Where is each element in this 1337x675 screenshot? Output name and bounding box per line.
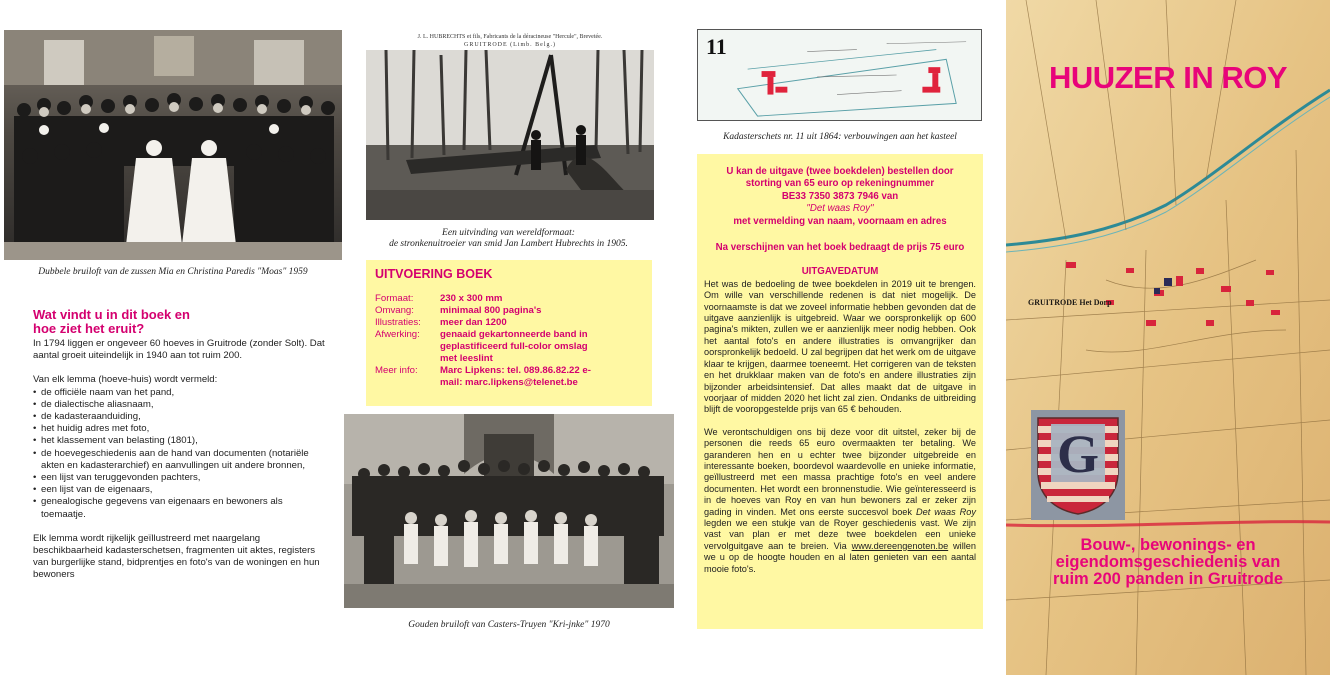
apology-text-part: legden we een stukje van de Royer geschiedenis vast. We zijn vast van plan er met deze twee boekdelen een unieke vervolguitgave aan te breien. Via — [704, 517, 976, 551]
stump-puller-header — [366, 33, 654, 49]
stump-puller-caption — [356, 228, 661, 250]
gruitrode-coat-of-arms-icon — [1031, 410, 1125, 520]
spec-value: 230 x 300 mm — [440, 293, 503, 304]
golden-wedding-photo-1970 — [344, 414, 674, 608]
cadastre-sketch-number: 11 — [706, 34, 727, 59]
golden-wedding-caption: Gouden bruiloft van Casters-Truyen "Kri-jnke" 1970 — [408, 620, 610, 630]
col1-heading-line1: Wat vindt u in dit boek en — [33, 307, 190, 322]
stump-puller-caption-line2: de stronkenuitroeier van smid Jan Lambert Hubrechts in 1905. — [389, 239, 628, 249]
spec-label: Illustraties: — [375, 317, 421, 328]
col1-body — [33, 338, 325, 582]
svg-text:G: G — [1056, 424, 1100, 484]
order-info-box — [697, 154, 983, 629]
wedding-photo-1959 — [4, 30, 342, 260]
col1-closing: Elk lemma wordt rijkelijk geïllustreerd met naargelang beschikbaarheid kadasterschetsen, fragmenten uit aktes, registers van burgerlijke stand, bidprentjes en foto's van de woningen en hun bewoners — [33, 532, 320, 581]
cover-subtitle-line2: eigendomsgeschiedenis van — [1055, 553, 1281, 571]
spec-row-format — [375, 293, 643, 305]
list-item: • de officiële naam van het pand, — [33, 387, 325, 399]
list-item: • de dialectische aliasnaam, — [33, 399, 325, 411]
order-line: storting van 65 euro op rekeningnummer — [745, 178, 935, 190]
list-item: • de kadasteraanduiding, — [33, 411, 325, 423]
cadastre-sketch-11 — [697, 29, 982, 121]
col1-heading-line2: hoe ziet het eruit? — [33, 321, 145, 336]
list-item: • een lijst van de eigenaars, — [33, 484, 325, 496]
list-item: • het klassement van belasting (1801), — [33, 435, 325, 447]
website-link[interactable]: www.dereengenoten.be — [851, 540, 949, 551]
specs-title: UITVOERING BOEK — [375, 267, 493, 281]
list-item: • de hoevegeschiedenis aan de hand van documenten (notariële akten en kadasterarchief) en aanvullingen uit andere bronnen, — [33, 448, 325, 472]
stump-puller-header-line2: GRUITRODE (Limb. Belg.) — [464, 42, 556, 48]
spec-value: Marc Lipkens: tel. 089.86.82.22 e-mail: marc.lipkens@telenet.be — [440, 365, 591, 388]
spec-row-illustrations — [375, 317, 643, 329]
spec-label: Meer info: — [375, 365, 418, 376]
col1-heading — [33, 308, 333, 336]
col1-list — [33, 387, 325, 521]
list-item: • een lijst van teruggevonden pachters, — [33, 472, 325, 484]
book-title-italic: Det waas Roy — [915, 506, 976, 517]
price-note: Na verschijnen van het boek bedraagt de prijs 75 euro — [715, 242, 965, 254]
apology-text-part: willen we u op de hoogte houden en al laten genieten van een aantal mooie foto's. — [704, 540, 977, 574]
cover-subtitle-line1: Bouw-, bewonings- en — [1080, 536, 1256, 554]
spec-value: meer dan 1200 — [440, 317, 507, 328]
publication-date-title: UITGAVEDATUM — [801, 266, 879, 278]
order-line: met vermelding van naam, voornaam en adres — [733, 215, 947, 227]
spec-label: Omvang: — [375, 305, 414, 316]
list-item: • genealogische gegevens van eigenaars en bewoners als toemaatje. — [33, 496, 325, 520]
cover-subtitle — [1016, 537, 1320, 588]
order-line: BE33 7350 3873 7946 van — [781, 190, 899, 202]
col1-list-intro: Van elk lemma (hoeve-huis) wordt vermeld: — [33, 374, 218, 386]
cover-title: HUUZER IN ROY — [1048, 60, 1288, 95]
spec-value: minimaal 800 pagina's — [440, 305, 542, 316]
list-item: • het huidig adres met foto, — [33, 423, 325, 435]
order-instructions — [702, 166, 978, 228]
order-line: "Det waas Roy" — [806, 203, 874, 215]
stump-puller-photo — [366, 50, 654, 220]
apology-text — [702, 427, 978, 575]
spec-row-size — [375, 305, 643, 317]
wedding-photo-1959-caption: Dubbele bruiloft van de zussen Mia en Christina Paredis "Moas" 1959 — [38, 267, 308, 277]
book-cover — [1006, 0, 1330, 675]
cover-subtitle-line3: ruim 200 panden in Gruitrode — [1052, 570, 1284, 588]
spec-label: Formaat: — [375, 293, 414, 304]
publication-date-text: Het was de bedoeling de twee boekdelen in 2019 uit te brengen. Om wille van verschillende redenen is dat niet mogelijk. De voornaamste is dat we zoveel informatie hebben gevonden dat de uitgave aanzienlijk is uitgebreid. Waar we oorspronkelijk op 600 pagina's mikten, zullen we er aanzienlijk meer nodig hebben. Ook het aantal foto's en andere illustraties is omvangrijker dan oorspronkelijk bedoeld. U zal begrijpen dat het werk om de uitgave klaar te krijgen, daarmee toeneemt. Het corrigeren van de teksten en het drukklaar maken van de foto's en andere illustraties zijn bijzonder arbeidsintensief. Dat alles maakt dat de uitgave in voorjaar of midden 2020 het licht zal zien. Ondanks de uitbreiding blijft de vooropgestelde prijs van 65 € behouden. — [704, 278, 976, 415]
stump-puller-header-line1: J. L. HUBRECHTS et fils, Fabricants de la déracineuse "Hercule", Brevetée. — [417, 34, 603, 40]
spec-row-info — [375, 365, 643, 389]
order-line: U kan de uitgave (twee boekdelen) bestellen door — [726, 166, 954, 177]
spec-row-finish — [375, 329, 643, 365]
cover-map-label: GRUITRODE Het Dorp — [1028, 298, 1112, 307]
stump-puller-caption-line1: Een uitvinding van wereldformaat: — [442, 228, 575, 238]
specs-box — [366, 260, 652, 406]
cadastre-sketch-caption: Kadasterschets nr. 11 uit 1864: verbouwingen aan het kasteel — [723, 132, 957, 142]
spec-value: genaaid gekartonneerde band in geplastificeerd full-color omslag met leeslint — [440, 329, 588, 364]
apology-text-part: We verontschuldigen ons bij deze voor dit uitstel, zeker bij de personen die reeds 65 euro overmaakten ter betaling. We garanderen hen en u echter twee bijzonder uitgebreide en interessante boeken, boordevol waardevolle en unieke informatie, geïllustreerd met een massa prachtige foto's en veel andere documenten. Het wordt een bronnenstudie. Wie geïnteresseerd is in de hoeves van Roy en van hun bewoners zal er zeker zijn gading in vinden. Met ons eerste succesvol boek — [704, 426, 976, 517]
spec-label: Afwerking: — [375, 329, 420, 340]
col1-intro: In 1794 liggen er ongeveer 60 hoeves in Gruitrode (zonder Solt). Dat aantal groeit uiteindelijk in 1940 aan tot ruim 200. — [33, 338, 325, 362]
